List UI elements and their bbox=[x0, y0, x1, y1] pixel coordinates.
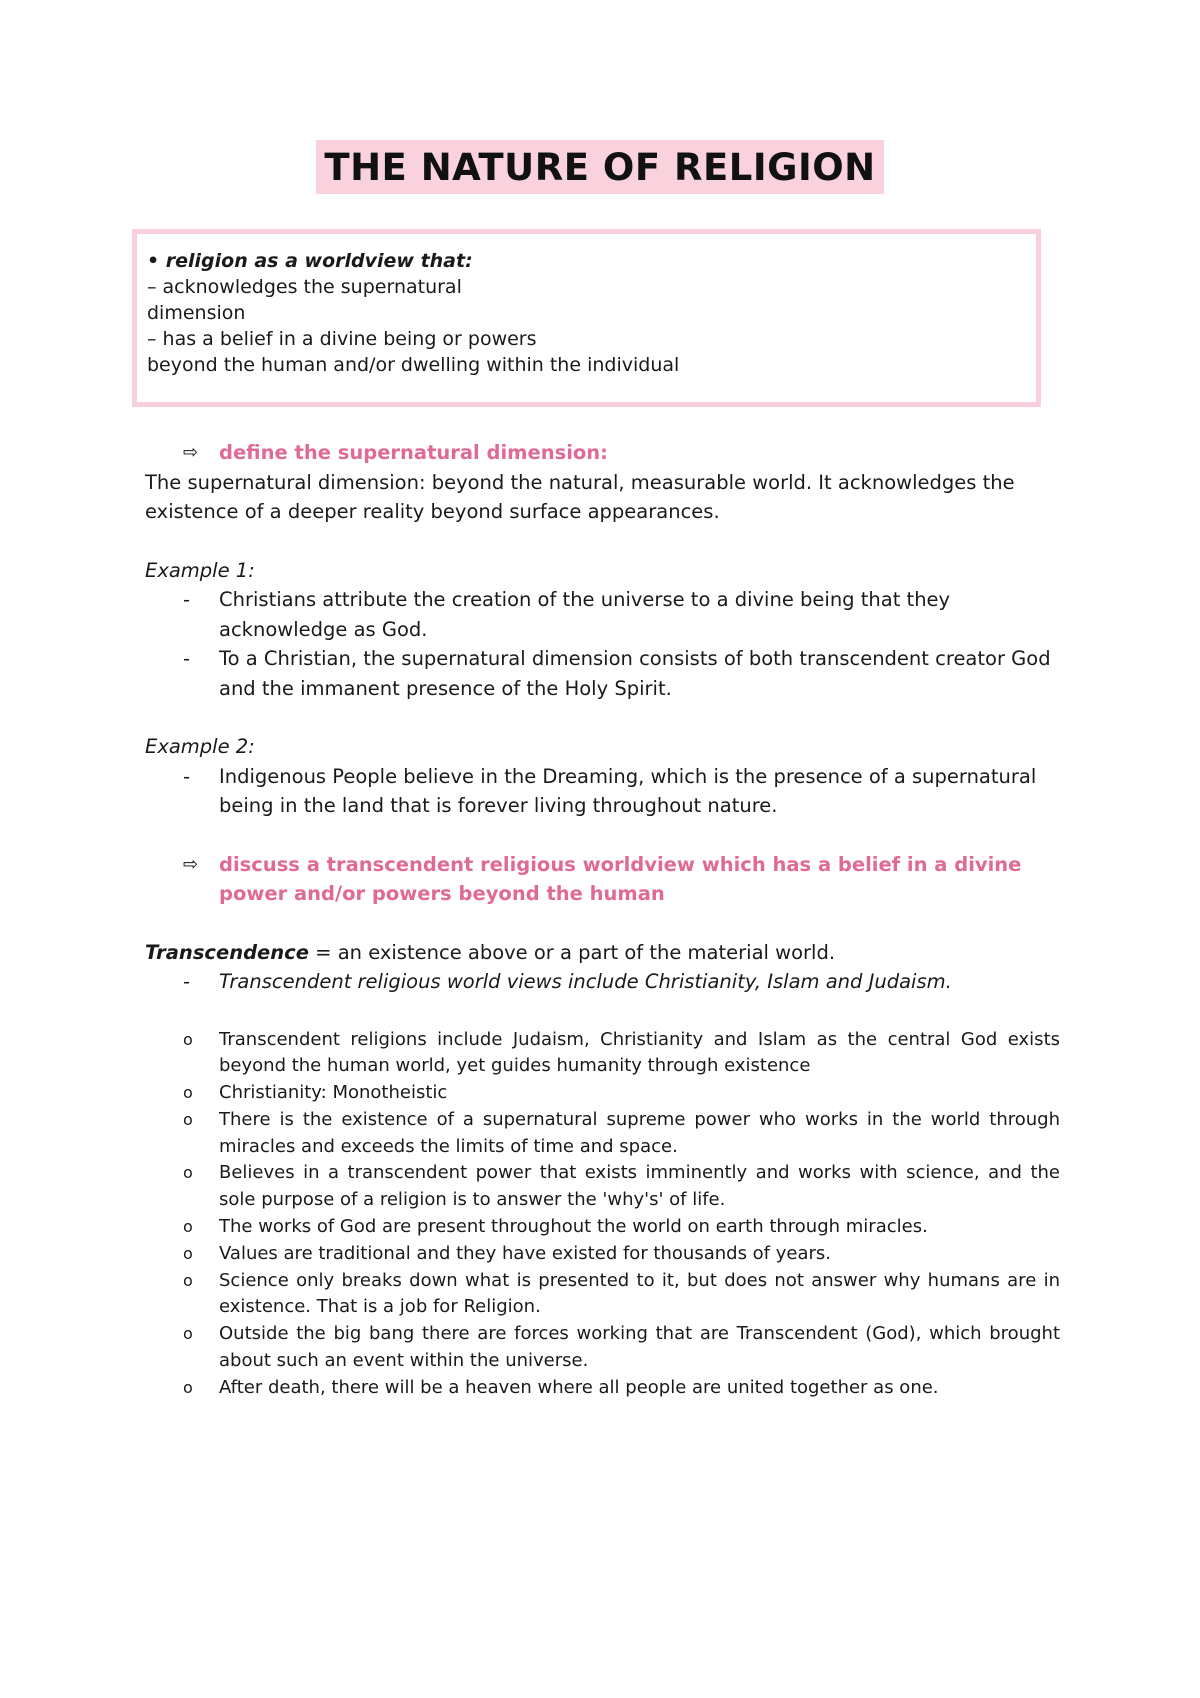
definition-box bbox=[132, 229, 1041, 407]
box-line: beyond the human and/or dwelling within the individual bbox=[147, 354, 680, 376]
dash-marker: - bbox=[183, 647, 191, 670]
circle-bullet-icon: o bbox=[183, 1217, 193, 1237]
transcendence-definition bbox=[145, 938, 1060, 968]
list-item-text: To a Christian, the supernatural dimension consists of both transcendent creator God and the immanent presence of the Holy Spirit. bbox=[219, 647, 1051, 700]
bullet-text: After death, there will be a heaven where all people are united together as one. bbox=[219, 1376, 939, 1398]
box-line: dimension bbox=[147, 302, 246, 324]
dash-marker: - bbox=[183, 588, 191, 611]
example-2-list bbox=[145, 762, 1060, 821]
section-heading-text: discuss a transcendent religious worldview which has a belief in a divine power and/or powers beyond the human bbox=[219, 852, 1022, 905]
dash-marker: - bbox=[183, 970, 191, 993]
bullet-item bbox=[183, 1027, 1060, 1081]
list-item bbox=[183, 967, 1060, 997]
circle-bullet-icon: o bbox=[183, 1270, 193, 1290]
transcendent-bullet-list bbox=[145, 1027, 1060, 1402]
box-line: – has a belief in a divine being or powers bbox=[147, 328, 537, 350]
bullet-text: Christianity: Monotheistic bbox=[219, 1082, 448, 1104]
bullet-item bbox=[183, 1268, 1060, 1322]
bullet-item bbox=[183, 1214, 1060, 1241]
main-content bbox=[145, 438, 1060, 1402]
box-heading: • religion as a worldview that: bbox=[147, 250, 473, 272]
bullet-item bbox=[183, 1080, 1060, 1107]
bullet-text: There is the existence of a supernatural supreme power who works in the world through miracles and exceeds the limits of time and space. bbox=[219, 1108, 1060, 1157]
title-wrapper bbox=[0, 140, 1200, 194]
dash-marker: - bbox=[183, 764, 191, 788]
example-1-list bbox=[145, 585, 1060, 703]
circle-bullet-icon: o bbox=[183, 1083, 193, 1103]
circle-bullet-icon: o bbox=[183, 1377, 193, 1397]
bullet-text: Transcendent religions include Judaism, Christianity and Islam as the central God exists beyond the human world, yet guides humanity through existence bbox=[219, 1028, 1060, 1077]
box-line: – acknowledges the supernatural bbox=[147, 276, 462, 298]
bullet-text: The works of God are present throughout the world on earth through miracles. bbox=[219, 1216, 928, 1238]
bullet-text: Science only breaks down what is presented to it, but does not answer why humans are in existence. That is a job for Religion. bbox=[219, 1269, 1060, 1318]
list-item bbox=[183, 762, 1060, 821]
list-item-text: Indigenous People believe in the Dreaming, which is the presence of a supernatural being in the land that is forever living throughout nature. bbox=[219, 764, 1037, 817]
example-label: Example 2: bbox=[145, 735, 255, 758]
arrow-icon: ⇨ bbox=[183, 853, 199, 875]
circle-bullet-icon: o bbox=[183, 1243, 193, 1263]
section-heading-transcendent bbox=[183, 850, 1060, 909]
circle-bullet-icon: o bbox=[183, 1109, 193, 1129]
bullet-text: Values are traditional and they have existed for thousands of years. bbox=[219, 1242, 831, 1264]
list-item-text: Christians attribute the creation of the universe to a divine being that they acknowledge as God. bbox=[219, 588, 951, 641]
supernatural-paragraph: The supernatural dimension: beyond the natural, measurable world. It acknowledges the existence of a deeper reality beyond surface appearances. bbox=[145, 470, 1015, 523]
transcendent-dash-list bbox=[145, 967, 1060, 997]
bullet-item bbox=[183, 1160, 1060, 1214]
circle-bullet-icon: o bbox=[183, 1324, 193, 1344]
bullet-item bbox=[183, 1107, 1060, 1161]
circle-bullet-icon: o bbox=[183, 1163, 193, 1183]
list-item bbox=[183, 644, 1060, 703]
section-heading-supernatural bbox=[183, 438, 1060, 468]
list-item bbox=[183, 585, 1060, 644]
definition-text: = an existence above or a part of the material world. bbox=[308, 940, 836, 964]
list-item-text: Transcendent religious world views include Christianity, Islam and Judaism. bbox=[219, 970, 952, 993]
circle-bullet-icon: o bbox=[183, 1029, 193, 1049]
section-heading-text: define the supernatural dimension: bbox=[219, 441, 608, 464]
arrow-icon: ⇨ bbox=[183, 442, 199, 463]
bullet-text: Believes in a transcendent power that exists imminently and works with science, and the sole purpose of a religion is to answer the 'why's' of life. bbox=[219, 1162, 1060, 1211]
term: Transcendence bbox=[145, 940, 309, 964]
example-label: Example 1: bbox=[145, 558, 255, 582]
bullet-item bbox=[183, 1375, 1060, 1402]
page-title: THE NATURE OF RELIGION bbox=[316, 140, 883, 194]
bullet-item bbox=[183, 1241, 1060, 1268]
bullet-item bbox=[183, 1321, 1060, 1375]
bullet-text: Outside the big bang there are forces working that are Transcendent (God), which brought about such an event within the universe. bbox=[219, 1323, 1060, 1372]
